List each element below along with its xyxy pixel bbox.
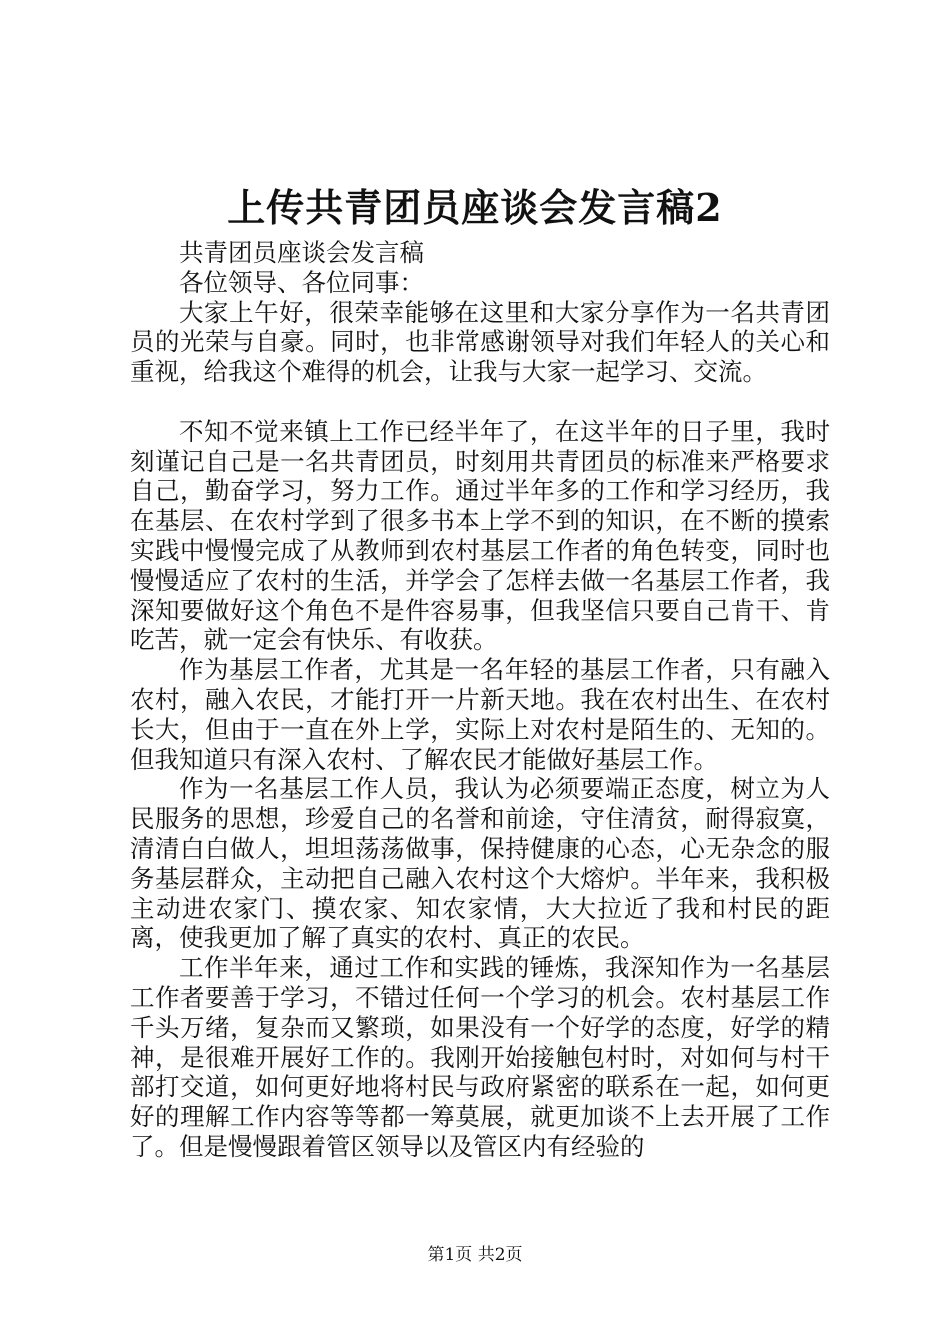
document-body [130, 238, 830, 1162]
paragraph-body: 不知不觉来镇上工作已经半年了，在这半年的日子里，我时刻谨记自己是一名共青团员，时刻用共青团员的标准来严格要求自己，勤奋学习，努力工作。通过半年多的工作和学习经历，我在基层、在农村学到了很多书本上学不到的知识，在不断的摸索实践中慢慢完成了从教师到农村基层工作者的角色转变，同时也慢慢适应了农村的生活，并学会了怎样去做一名基层工作者，我深知要做好这个角色不是件容易事，但我坚信只要自己肯干、肯吃苦，就一定会有快乐、有收获。 [130, 416, 830, 655]
paragraph-greeting: 大家上午好，很荣幸能够在这里和大家分享作为一名共青团员的光荣与自豪。同时，也非常感谢领导对我们年轻人的关心和重视，给我这个难得的机会，让我与大家一起学习、交流。 [130, 297, 830, 387]
document-title: 上传共青团员座谈会发言稿2 [227, 185, 723, 230]
paragraph-body: 作为一名基层工作人员，我认为必须要端正态度，树立为人民服务的思想，珍爱自己的名誉和前途，守住清贫，耐得寂寞，清清白白做人，坦坦荡荡做事，保持健康的心态，心无杂念的服务基层群众，主动把自己融入农村这个大熔炉。半年来，我积极主动进农家门、摸农家、知农家情，大大拉近了我和村民的距离，使我更加了解了真实的农村、真正的农民。 [130, 774, 830, 953]
paragraph-salutation: 各位领导、各位同事： [179, 267, 424, 297]
page-number-footer: 第1页 共2页 [427, 1245, 523, 1265]
paragraph-body: 工作半年来，通过工作和实践的锤炼，我深知作为一名基层工作者要善于学习，不错过任何一个学习的机会。农村基层工作千头万绪，复杂而又繁琐，如果没有一个好学的态度，好学的精神，是很难开展好工作的。我刚开始接触包村时，对如何与村干部打交道，如何更好地将村民与政府紧密的联系在一起，如何更好的理解工作内容等等都一筹莫展，就更加谈不上去开展了工作了。但是慢慢跟着管区领导以及管区内有经验的 [130, 953, 830, 1161]
paragraph-body: 作为基层工作者，尤其是一名年轻的基层工作者，只有融入农村，融入农民，才能打开一片新天地。我在农村出生、在农村长大，但由于一直在外上学，实际上对农村是陌生的、无知的。但我知道只有深入农村、了解农民才能做好基层工作。 [130, 655, 830, 774]
paragraph-subtitle: 共青团员座谈会发言稿 [179, 238, 424, 267]
